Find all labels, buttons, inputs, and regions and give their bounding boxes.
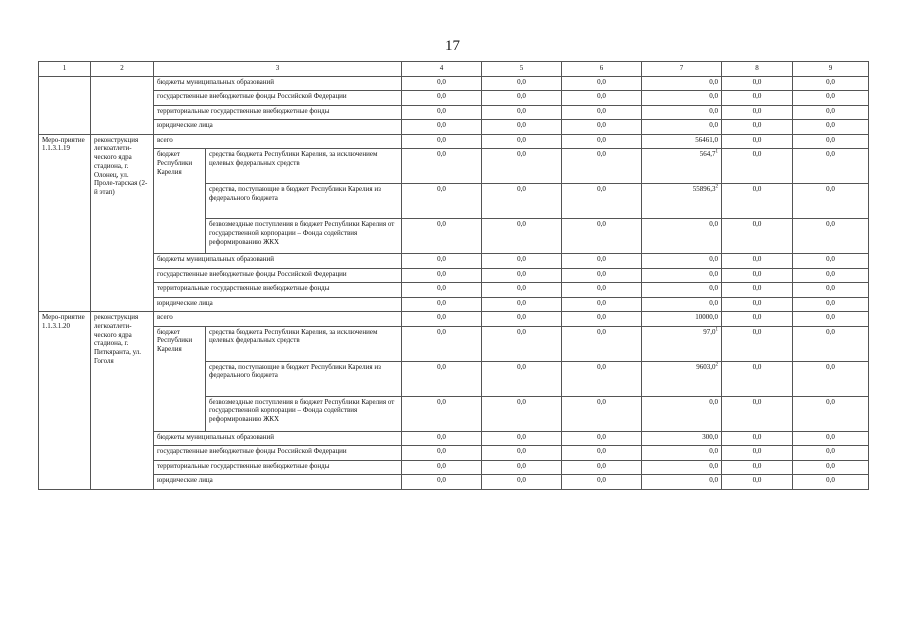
row-label: бюджеты муниципальных образований — [154, 76, 402, 91]
table-row — [39, 120, 869, 135]
value-cell: 0,0 — [402, 326, 482, 361]
value-cell: 0,0 — [793, 254, 869, 269]
page-number: 17 — [445, 38, 460, 54]
row-label: безвозмездные поступления в бюджет Республики Карелия от государственной корпорации – Фонда содействия реформированию ЖКХ — [206, 219, 402, 254]
row-label: юридические лица — [154, 297, 402, 312]
value-cell: 0,0 — [482, 431, 562, 446]
value-cell: 0,0 — [562, 184, 642, 219]
value-cell: 0,0 — [642, 396, 722, 431]
value-cell: 0,0 — [642, 283, 722, 298]
value-cell: 0,0 — [402, 475, 482, 490]
table-row — [39, 105, 869, 120]
value-cell: 0,0 — [642, 120, 722, 135]
value-cell: 0,0 — [402, 76, 482, 91]
table-row — [39, 475, 869, 490]
value-cell: 0,0 — [793, 268, 869, 283]
value-cell: 0,0 — [642, 475, 722, 490]
value-cell: 0,0 — [562, 254, 642, 269]
value-cell: 0,0 — [642, 297, 722, 312]
value-cell: 0,0 — [562, 297, 642, 312]
table-row — [39, 460, 869, 475]
row-label: средства, поступающие в бюджет Республики Карелия из федерального бюджета — [206, 361, 402, 396]
value-cell: 0,0 — [562, 105, 642, 120]
funding-table — [38, 61, 869, 490]
value-cell: 0,0 — [642, 76, 722, 91]
value-cell: 0,0 — [722, 254, 793, 269]
table-row — [39, 283, 869, 298]
value-cell: 0,0 — [793, 283, 869, 298]
value-cell: 0,0 — [722, 361, 793, 396]
value-cell: 0,0 — [562, 475, 642, 490]
table-row — [39, 268, 869, 283]
row-label: средства бюджета Республики Карелия, за исключением целевых федеральных средств — [206, 326, 402, 361]
value-cell: 0,0 — [402, 446, 482, 461]
value-cell: 0,0 — [642, 268, 722, 283]
value-cell: 0,0 — [722, 184, 793, 219]
value-cell: 0,0 — [482, 184, 562, 219]
column-header: 1 — [39, 62, 91, 77]
value-cell: 0,0 — [402, 184, 482, 219]
row-label: территориальные государственные внебюджетные фонды — [154, 283, 402, 298]
row-label: всего — [154, 312, 402, 327]
value-cell: 0,0 — [562, 219, 642, 254]
value-cell: 0,0 — [642, 254, 722, 269]
value-cell: 0,0 — [722, 396, 793, 431]
value-cell: 0,0 — [482, 120, 562, 135]
column-header: 9 — [793, 62, 869, 77]
table-row — [39, 91, 869, 106]
value-cell: 0,0 — [562, 431, 642, 446]
row-label: государственные внебюджетные фонды Российской Федерации — [154, 268, 402, 283]
value-cell: 0,0 — [482, 297, 562, 312]
value-cell: 0,0 — [562, 396, 642, 431]
value-cell: 9603,0$^2$ — [642, 361, 722, 396]
value-cell: 0,0 — [482, 475, 562, 490]
value-cell: 56461,0 — [642, 134, 722, 149]
value-cell: 0,0 — [722, 312, 793, 327]
empty-cell — [91, 76, 154, 134]
table-row — [39, 254, 869, 269]
table-row — [39, 149, 869, 184]
table-row — [39, 76, 869, 91]
footnote-mark: 1 — [715, 327, 718, 333]
value-cell: 0,0 — [482, 149, 562, 184]
value-cell: 0,0 — [722, 446, 793, 461]
value-cell: 0,0 — [482, 105, 562, 120]
value-cell: 0,0 — [642, 460, 722, 475]
value-cell: 0,0 — [642, 91, 722, 106]
value-cell: 0,0 — [722, 105, 793, 120]
value-cell: 0,0 — [793, 312, 869, 327]
value-cell: 0,0 — [562, 460, 642, 475]
value-cell: 0,0 — [402, 268, 482, 283]
value-cell: 0,0 — [402, 460, 482, 475]
value-cell: 0,0 — [793, 105, 869, 120]
value-cell: 0,0 — [722, 326, 793, 361]
value-cell: 0,0 — [482, 134, 562, 149]
value-cell: 0,0 — [562, 91, 642, 106]
value-cell: 0,0 — [642, 105, 722, 120]
table-row — [39, 446, 869, 461]
row-label: средства бюджета Республики Карелия, за исключением целевых федеральных средств — [206, 149, 402, 184]
value-cell: 0,0 — [402, 396, 482, 431]
value-cell: 0,0 — [482, 361, 562, 396]
value-cell: 0,0 — [482, 283, 562, 298]
value-cell: 0,0 — [562, 120, 642, 135]
budget-label: бюджет Республики Карелия — [154, 326, 206, 431]
column-header: 5 — [482, 62, 562, 77]
value-cell: 0,0 — [793, 326, 869, 361]
value-cell: 300,0 — [642, 431, 722, 446]
value-cell: 0,0 — [793, 431, 869, 446]
value-cell: 55896,3$^2$ — [642, 184, 722, 219]
row-label: государственные внебюджетные фонды Российской Федерации — [154, 446, 402, 461]
value-cell: 0,0 — [793, 361, 869, 396]
footnote-mark: 2 — [715, 184, 718, 190]
value-cell: 0,0 — [562, 76, 642, 91]
column-header: 3 — [154, 62, 402, 77]
value-cell: 0,0 — [793, 460, 869, 475]
value-cell: 0,0 — [562, 283, 642, 298]
value-cell: 564,7$^1$ — [642, 149, 722, 184]
value-cell: 0,0 — [562, 134, 642, 149]
budget-label: бюджет Республики Карелия — [154, 149, 206, 254]
row-label: безвозмездные поступления в бюджет Республики Карелия от государственной корпорации – Фонда содействия реформированию ЖКХ — [206, 396, 402, 431]
table-body — [39, 62, 869, 490]
table-row — [39, 431, 869, 446]
value-cell: 0,0 — [722, 149, 793, 184]
value-cell: 0,0 — [722, 219, 793, 254]
value-cell: 97,0$^1$ — [642, 326, 722, 361]
row-label: территориальные государственные внебюджетные фонды — [154, 460, 402, 475]
value-cell: 0,0 — [793, 184, 869, 219]
value-cell: 0,0 — [722, 76, 793, 91]
value-cell: 0,0 — [793, 76, 869, 91]
value-cell: 0,0 — [793, 475, 869, 490]
value-cell: 0,0 — [793, 149, 869, 184]
value-cell: 0,0 — [793, 297, 869, 312]
value-cell: 0,0 — [642, 446, 722, 461]
column-header: 2 — [91, 62, 154, 77]
value-cell: 0,0 — [722, 91, 793, 106]
value-cell: 0,0 — [722, 283, 793, 298]
value-cell: 0,0 — [482, 312, 562, 327]
value-cell: 0,0 — [722, 134, 793, 149]
column-header: 8 — [722, 62, 793, 77]
row-label: бюджеты муниципальных образований — [154, 254, 402, 269]
value-cell: 0,0 — [562, 268, 642, 283]
value-cell: 0,0 — [482, 396, 562, 431]
value-cell: 0,0 — [402, 312, 482, 327]
table-row — [39, 62, 869, 77]
column-header: 7 — [642, 62, 722, 77]
value-cell: 0,0 — [722, 475, 793, 490]
value-cell: 0,0 — [402, 219, 482, 254]
value-cell: 0,0 — [562, 326, 642, 361]
table-row — [39, 297, 869, 312]
column-header: 6 — [562, 62, 642, 77]
value-cell: 0,0 — [722, 297, 793, 312]
row-label: юридические лица — [154, 120, 402, 135]
row-label: бюджеты муниципальных образований — [154, 431, 402, 446]
value-cell: 0,0 — [402, 91, 482, 106]
value-cell: 0,0 — [562, 312, 642, 327]
value-cell: 0,0 — [482, 76, 562, 91]
value-cell: 0,0 — [562, 149, 642, 184]
value-cell: 0,0 — [793, 134, 869, 149]
measure-description: реконструкция легкоатлети-ческого ядра стадиона, г. Олонец, ул. Проле-тарская (2-й этап) — [91, 134, 154, 312]
value-cell: 0,0 — [793, 396, 869, 431]
measure-id: Меро-приятие 1.1.3.1.20 — [39, 312, 91, 490]
measure-id: Меро-приятие 1.1.3.1.19 — [39, 134, 91, 312]
row-label: юридические лица — [154, 475, 402, 490]
value-cell: 0,0 — [482, 460, 562, 475]
value-cell: 0,0 — [482, 91, 562, 106]
value-cell: 0,0 — [402, 283, 482, 298]
value-cell: 0,0 — [482, 254, 562, 269]
value-cell: 0,0 — [793, 91, 869, 106]
value-cell: 0,0 — [402, 361, 482, 396]
value-cell: 0,0 — [402, 431, 482, 446]
value-cell: 0,0 — [482, 326, 562, 361]
value-cell: 0,0 — [402, 149, 482, 184]
footnote-mark: 1 — [715, 149, 718, 155]
row-label: государственные внебюджетные фонды Российской Федерации — [154, 91, 402, 106]
value-cell: 0,0 — [402, 105, 482, 120]
value-cell: 0,0 — [642, 219, 722, 254]
value-cell: 0,0 — [402, 254, 482, 269]
value-cell: 0,0 — [482, 446, 562, 461]
row-label: территориальные государственные внебюджетные фонды — [154, 105, 402, 120]
value-cell: 0,0 — [482, 219, 562, 254]
value-cell: 0,0 — [402, 134, 482, 149]
value-cell: 0,0 — [722, 268, 793, 283]
table-row — [39, 326, 869, 361]
table-row — [39, 134, 869, 149]
value-cell: 0,0 — [722, 460, 793, 475]
footnote-mark: 2 — [715, 362, 718, 368]
value-cell: 0,0 — [402, 297, 482, 312]
value-cell: 0,0 — [402, 120, 482, 135]
value-cell: 0,0 — [793, 446, 869, 461]
empty-cell — [39, 76, 91, 134]
value-cell: 0,0 — [482, 268, 562, 283]
row-label: всего — [154, 134, 402, 149]
value-cell: 0,0 — [793, 120, 869, 135]
value-cell: 0,0 — [722, 120, 793, 135]
value-cell: 0,0 — [793, 219, 869, 254]
row-label: средства, поступающие в бюджет Республики Карелия из федерального бюджета — [206, 184, 402, 219]
column-header: 4 — [402, 62, 482, 77]
value-cell: 0,0 — [562, 361, 642, 396]
value-cell: 10000,0 — [642, 312, 722, 327]
table-row — [39, 312, 869, 327]
value-cell: 0,0 — [562, 446, 642, 461]
value-cell: 0,0 — [722, 431, 793, 446]
measure-description: реконструкция легкоатлети-ческого ядра стадиона, г. Питкяранта, ул. Гоголя — [91, 312, 154, 490]
